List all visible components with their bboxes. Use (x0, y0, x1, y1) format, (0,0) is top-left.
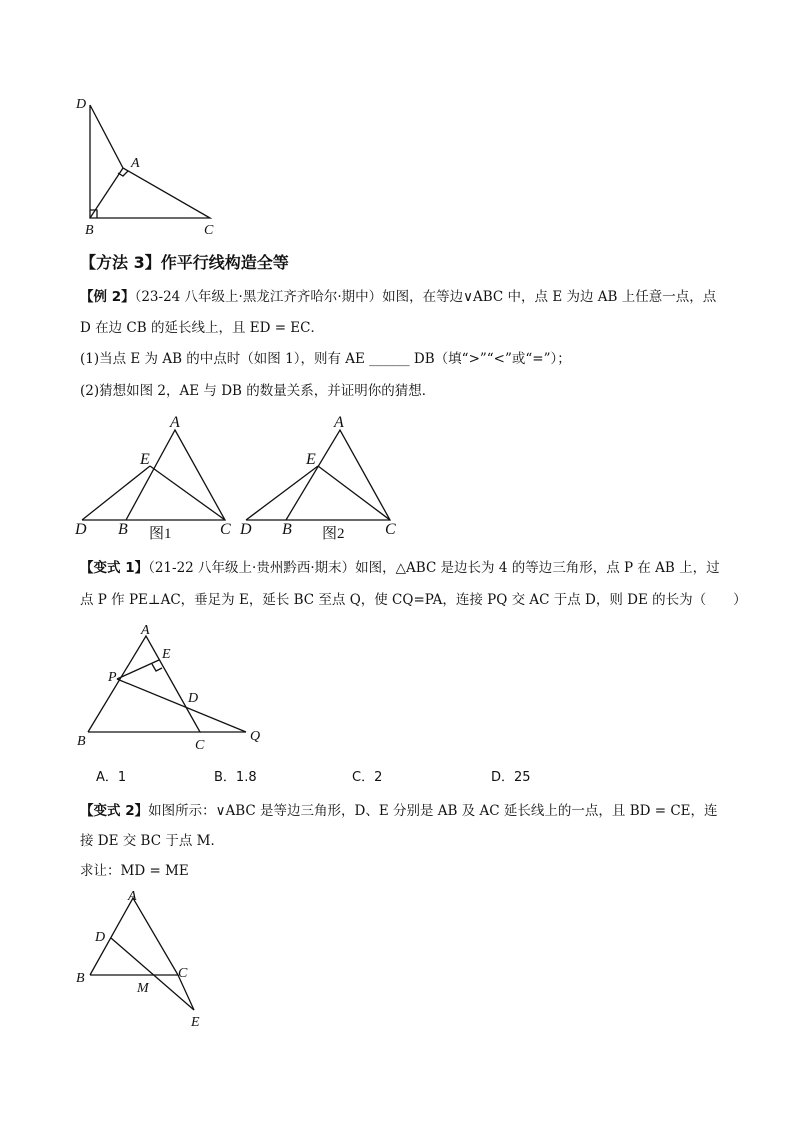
example2-line2: D 在边 CB 的延长线上，且 ED = EC． (80, 320, 324, 336)
variant2-text: 如图所示：∨ABC 是等边三角形，D、E 分别是 AB 及 AC 延长线上的一点，且 BD = CE，连 (148, 803, 718, 819)
label-A: A (170, 414, 180, 431)
label-C: C (220, 521, 231, 538)
label-A: A (141, 623, 150, 638)
example2-question2: (2)猜想如图 2，AE 与 DB 的数量关系，并证明你的猜想． (80, 383, 436, 399)
label-A: A (131, 156, 140, 171)
label-C: C (178, 966, 188, 981)
label-B: B (85, 223, 94, 238)
figure-caption-1: 图1 (149, 526, 172, 542)
label-C: C (204, 223, 214, 238)
example-figure-2 (246, 430, 390, 520)
label-D: D (75, 521, 87, 538)
variant2-prove-line: 求让：MD = ME (80, 863, 189, 879)
label-P: P (108, 670, 117, 685)
label-A: A (128, 889, 137, 904)
variant1-line2: 点 P 作 PE⊥AC，垂足为 E，延长 BC 至点 Q，使 CQ=PA，连接 PQ 交 AC 于点 D，则 DE 的长为（ ） (80, 592, 747, 608)
example2-line1 (80, 287, 716, 307)
choice-b: B．1.8 (214, 770, 257, 785)
example-figure-1 (82, 430, 225, 520)
label-C: C (385, 521, 396, 538)
variant1-text: （21-22 八年级上·贵州黔西·期末）如图，△ABC 是边长为 4 的等边三角形，点 P 在 AB 上，过 (148, 560, 720, 576)
label-D: D (188, 691, 199, 706)
label-M: M (137, 981, 149, 996)
choice-a: A．1 (96, 770, 127, 785)
label-E: E (306, 451, 316, 468)
label-B: B (77, 734, 86, 749)
label-B: B (282, 521, 292, 538)
section-heading: 【方法 3】作平行线构造全等 (80, 253, 289, 272)
example2-tag: 【例 2】 (80, 289, 135, 305)
label-D: D (240, 521, 252, 538)
variant2-line2: 接 DE 交 BC 于点 M． (80, 833, 224, 849)
top-figure (90, 105, 210, 218)
variant2-line1 (80, 801, 718, 821)
example2-text: （23-24 八年级上·黑龙江齐齐哈尔·期中）如图，在等边∨ABC 中，点 E 为边 AB 上任意一点，点 (134, 289, 717, 305)
figure-caption-2: 图2 (322, 526, 345, 542)
label-E: E (140, 451, 150, 468)
choice-d: D．25 (491, 770, 531, 785)
choice-c: C．2 (352, 770, 383, 785)
label-D: D (95, 930, 106, 945)
variant2-tag: 【变式 2】 (80, 803, 149, 819)
label-E: E (191, 1015, 200, 1030)
variant1-tag: 【变式 1】 (80, 560, 149, 576)
variant1-line1 (80, 558, 720, 578)
label-C: C (195, 738, 205, 753)
label-B: B (118, 521, 128, 538)
label-D: D (76, 97, 87, 112)
label-Q: Q (250, 729, 261, 744)
label-B: B (76, 971, 85, 986)
label-E: E (162, 647, 171, 662)
label-A: A (334, 414, 344, 431)
example2-question1: (1)当点 E 为 AB 的中点时（如图 1），则有 AE ______ DB（填“>”“<”或“=”）； (80, 351, 571, 367)
